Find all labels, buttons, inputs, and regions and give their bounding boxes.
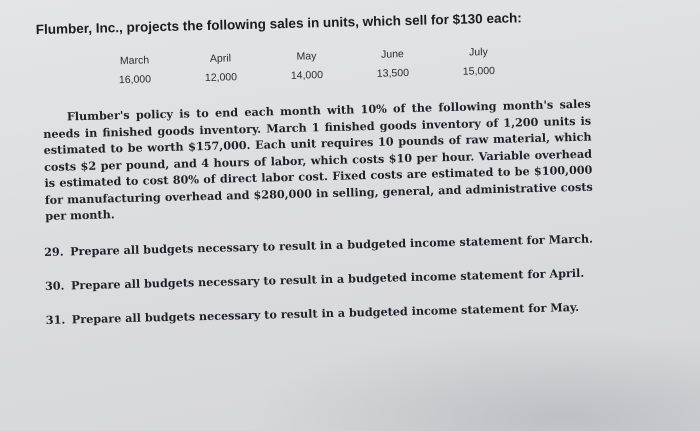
question-number: 31. [45, 312, 66, 327]
question-item [45, 265, 605, 293]
month-label: March [119, 54, 150, 68]
units-value: 12,000 [204, 71, 238, 85]
month-label: July [468, 46, 488, 59]
question-text: Prepare all budgets necessary to result in a budgeted income statement for April. [70, 265, 585, 293]
month-label: May [296, 50, 317, 63]
units-value: 16,000 [118, 73, 152, 87]
question-text: Prepare all budgets necessary to result in a budgeted income statement for May. [71, 299, 580, 327]
units-value: 15,000 [462, 64, 496, 78]
question-number: 30. [44, 278, 65, 293]
question-text: Prepare all budgets necessary to result in a budgeted income statement for March. [69, 231, 594, 259]
question-list [44, 231, 606, 347]
intro-text: Flumber, Inc., projects the following sales in units, which sell for $130 each: [35, 10, 522, 38]
question-item [46, 299, 606, 327]
policy-paragraph: Flumber's policy is to end each month with 10% of the following month's sales needs in finished goods inventory. March 1 finished goods inventory of 1,200 units is estimated to be worth $157,000. Each unit requires 10 pounds of raw material, which costs $2 per pound, and 4 hours of labor, which costs $10 per hour. Variable overhead is estimated to cost 80% of direct labor cost. Fixed costs are estimated to be $100,000 for manufacturing overhead and $280,000 in selling, general, and administrative costs per month. [43, 96, 593, 223]
month-label: June [380, 48, 404, 61]
units-value: 13,500 [376, 67, 410, 80]
month-label: April [209, 52, 232, 65]
question-number: 29. [43, 244, 64, 259]
units-value: 14,000 [290, 69, 324, 82]
month-row [91, 45, 521, 68]
question-item [44, 231, 604, 259]
units-row [92, 64, 522, 87]
sales-table [91, 45, 522, 86]
